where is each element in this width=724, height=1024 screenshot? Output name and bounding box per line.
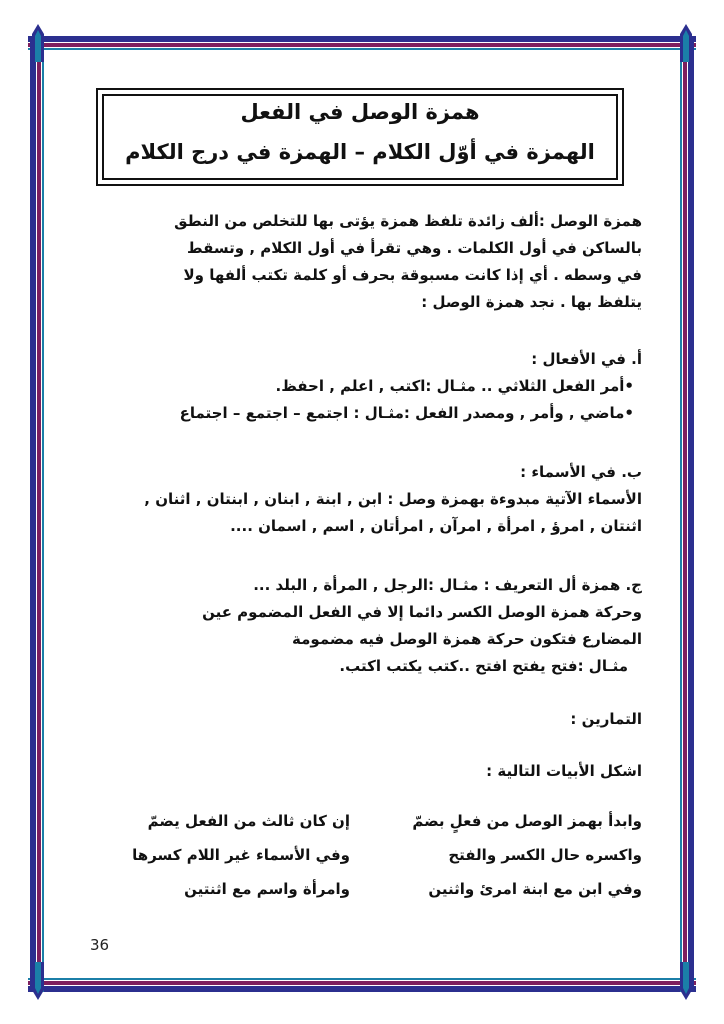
frame-right-outer <box>688 36 694 992</box>
exercises-heading: التمارين : <box>570 710 642 728</box>
section-verbs-item: •أمر الفعل الثلاثي .. مثـال :اكتب , اعلم , احفظ. <box>275 377 634 395</box>
section-article-example: مثـال :فتح يفتح افتح ..كتب يكتب اكتب. <box>339 657 628 675</box>
section-verbs-item: •ماضي , وأمر , ومصدر الفعل :مثـال : اجتمع – اجتمع – اجتماع <box>179 404 634 422</box>
poem-hemistich-first: وابدأ بهمز الوصل من فعلٍ بضمّ <box>412 812 642 830</box>
section-article-line: المضارع فتكون حركة همزة الوصل فيه مضمومة <box>292 630 642 648</box>
page-number: 36 <box>90 936 110 954</box>
frame-right-thin <box>680 36 682 992</box>
frame-top-thin <box>28 48 696 50</box>
frame-top-outer <box>28 36 696 42</box>
poem-hemistich-second: وامرأة واسم مع اثنتين <box>184 880 350 898</box>
frame-left-thin <box>42 36 44 992</box>
frame-right-inner <box>683 36 687 992</box>
section-definite-article <box>80 572 642 680</box>
title-box <box>96 88 624 186</box>
corner-ornament-bottom-left-icon <box>28 962 48 1002</box>
frame-left-inner <box>37 36 41 992</box>
section-nouns-heading: ب. في الأسماء : <box>520 463 642 481</box>
intro-line: همزة الوصل :ألف زائدة تلفظ همزة يؤتى بها للتخلص من النطق <box>174 212 642 230</box>
frame-bottom-thin <box>28 978 696 980</box>
intro-line: يتلفظ بها . نجد همزة الوصل : <box>421 293 642 311</box>
page-subtitle: الهمزة في أوّل الكلام – الهمزة في درج الكلام <box>125 140 595 164</box>
frame-bottom-outer <box>28 986 696 992</box>
exercises-instruction: اشكل الأبيات التالية : <box>486 762 642 780</box>
page-title: همزة الوصل في الفعل <box>240 100 480 124</box>
poem-hemistich-second: إن كان ثالث من الفعل يضمّ <box>147 812 350 830</box>
poem-verse <box>80 812 642 846</box>
section-article-line: وحركة همزة الوصل الكسر دائما إلا في الفعل المضموم عين <box>202 603 642 621</box>
poem-verse <box>80 846 642 880</box>
section-verbs <box>80 346 642 427</box>
corner-ornament-bottom-right-icon <box>676 962 696 1002</box>
section-verbs-heading: أ. في الأفعال : <box>531 350 642 368</box>
poem-verse <box>80 880 642 914</box>
section-nouns-line: اثنتان , امرؤ , امرأة , امرآن , امرأتان , اسم , اسمان .... <box>230 517 642 535</box>
section-nouns <box>80 459 642 540</box>
frame-bottom-inner <box>28 981 696 985</box>
corner-ornament-top-right-icon <box>676 22 696 62</box>
intro-paragraph <box>80 208 642 316</box>
poem-hemistich-first: وفي ابن مع ابنة امرئ واثنين <box>428 880 642 898</box>
intro-line: بالساكن في أول الكلمات . وهي تقرأ في أول الكلام , وتسقط <box>187 239 642 257</box>
poem-hemistich-first: واكسره حال الكسر والفتح <box>448 846 642 864</box>
intro-line: في وسطه . أي إذا كانت مسبوقة بحرف أو كلمة تكتب ألفها ولا <box>183 266 642 284</box>
corner-ornament-top-left-icon <box>28 22 48 62</box>
section-article-line: ج. همزة أل التعريف : مثـال :الرجل , المرأة , البلد ... <box>253 576 642 594</box>
section-nouns-line: الأسماء الآتية مبدوءة بهمزة وصل : ابن , ابنة , ابنان , ابنتان , اثنان , <box>144 490 642 508</box>
frame-top-inner <box>28 43 696 47</box>
poem-hemistich-second: وفي الأسماء غير اللام كسرها <box>132 846 350 864</box>
frame-left-outer <box>30 36 36 992</box>
